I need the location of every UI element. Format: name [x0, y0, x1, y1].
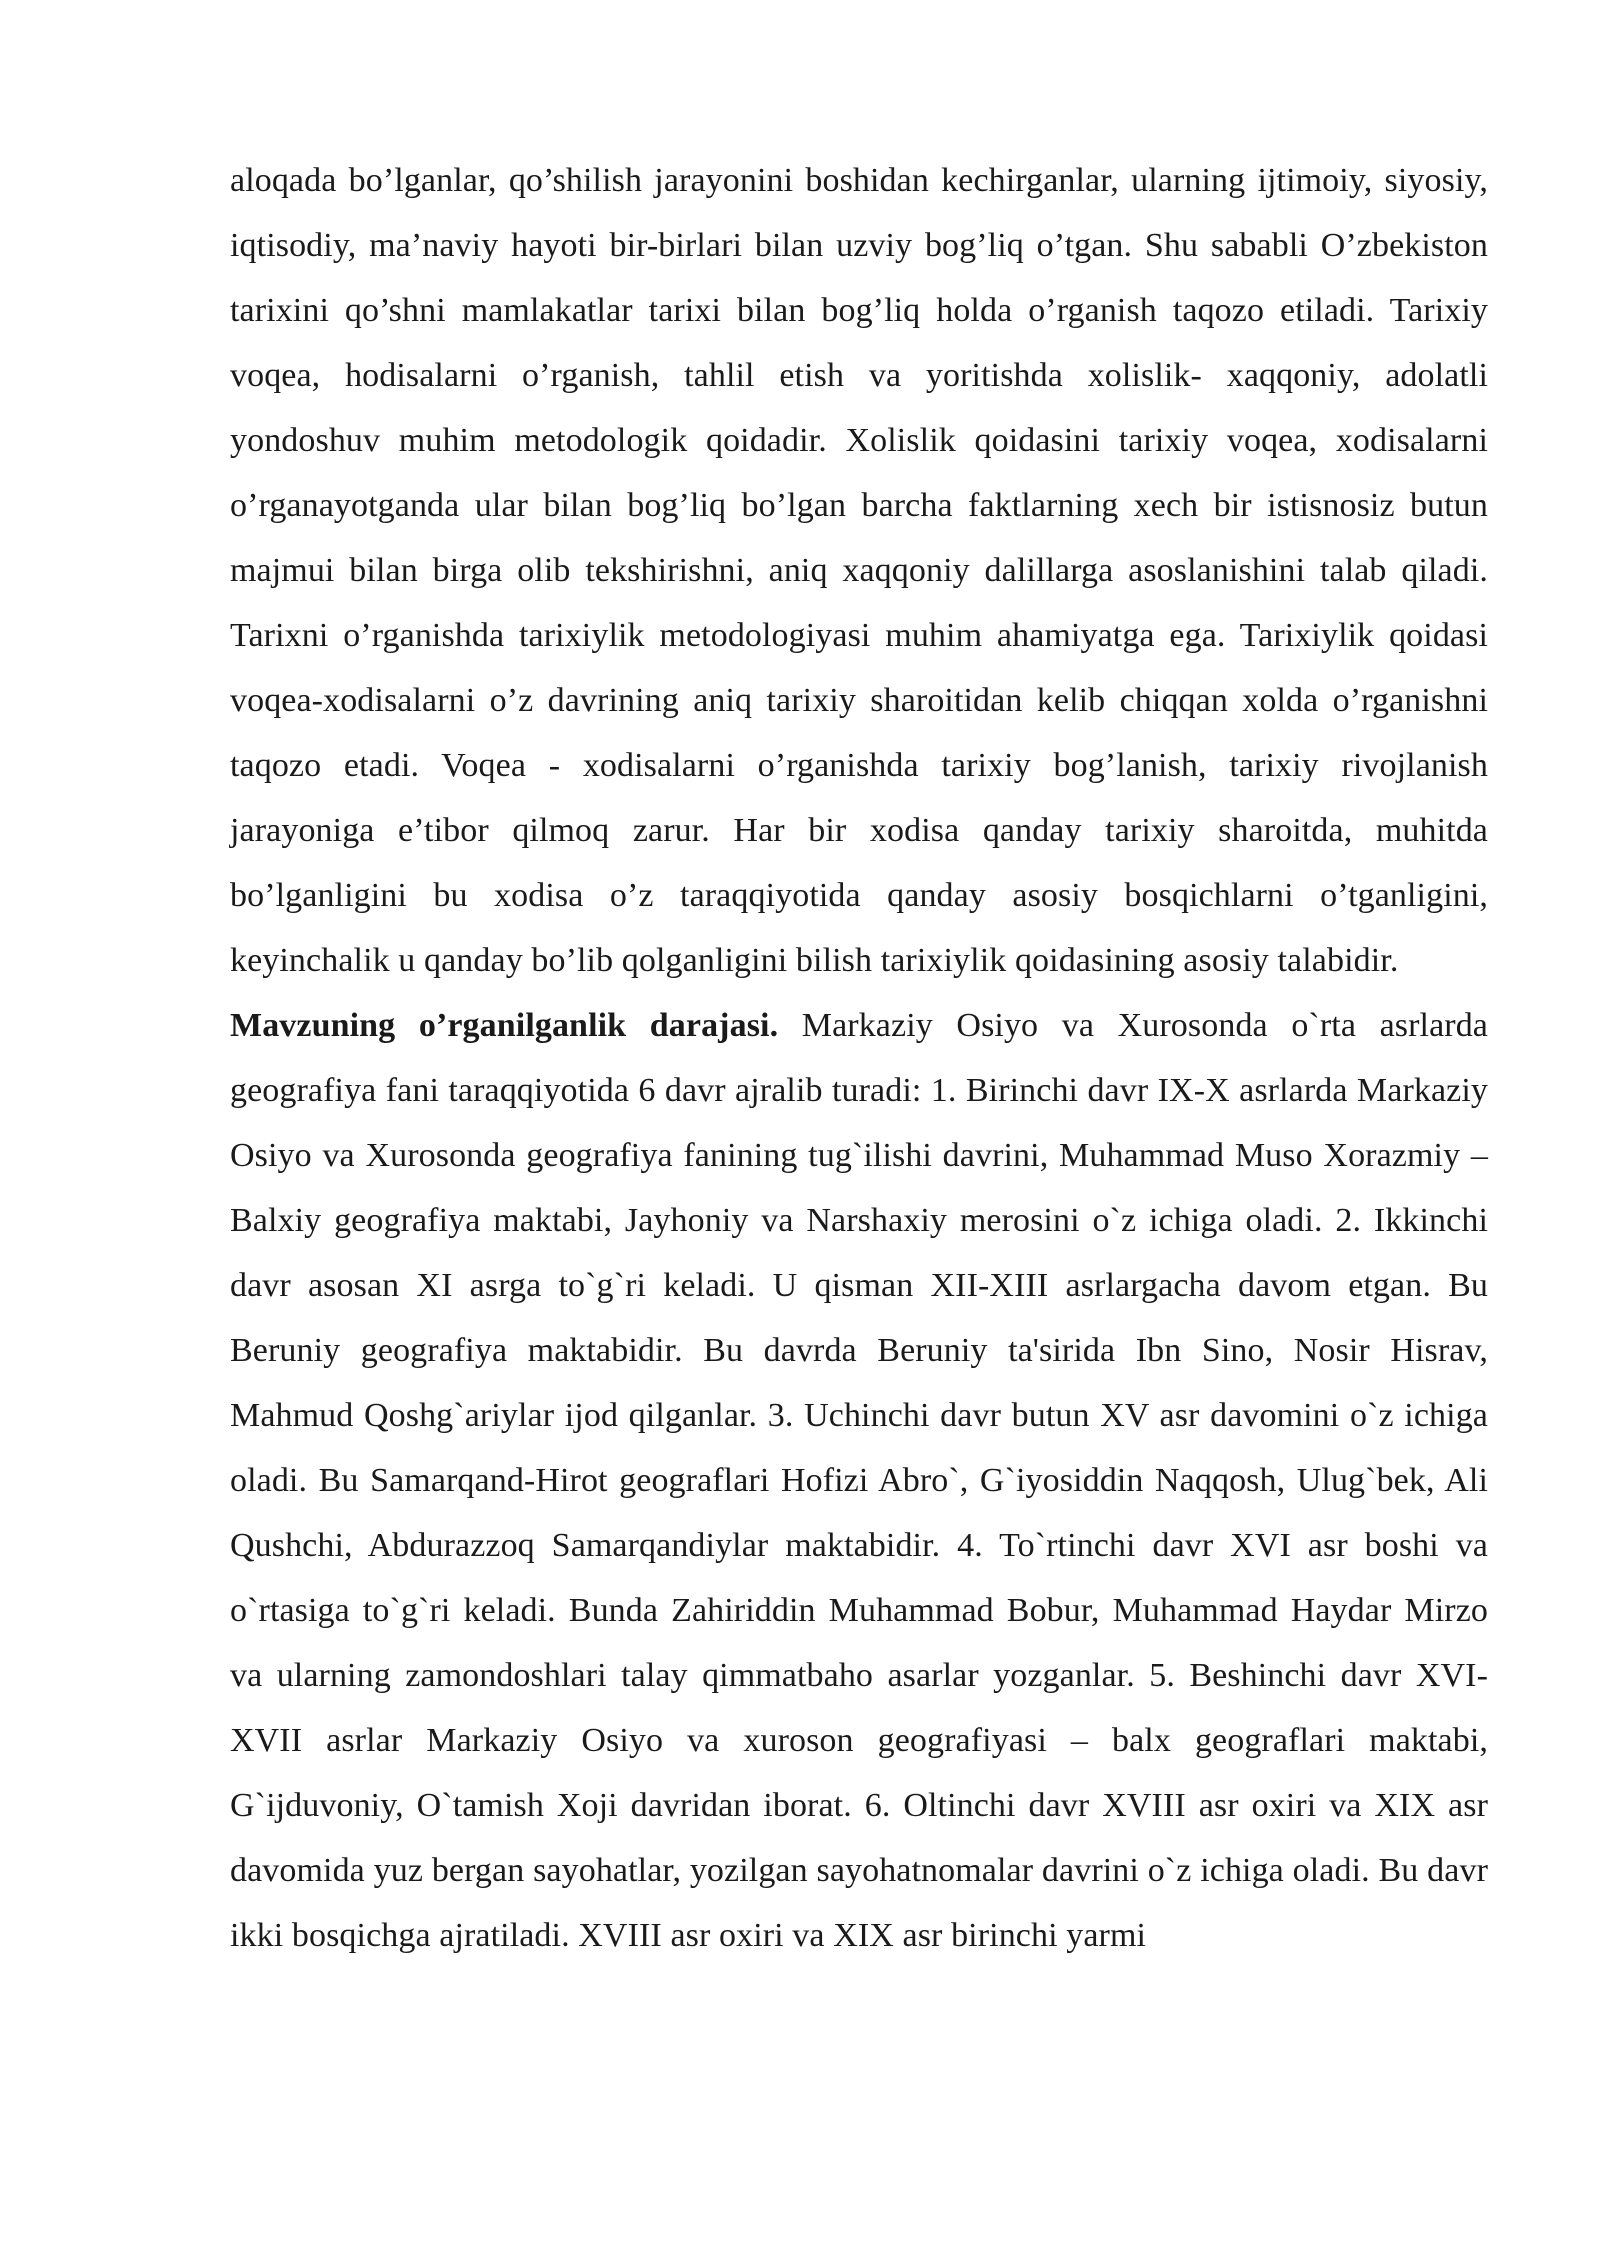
body-paragraph: aloqada bo’lganlar, qo’shilish jarayonini boshidan kechirganlar, ularning ijtimoiy, siyosiy, iqtisodiy, ma’naviy hayoti bir-birlari bilan uzviy bog’liq o’tgan. Shu sababli O’zbekiston tarixini qo’shni mamlakatlar tarixi bilan bog’liq holda o’rganish taqozo etiladi. Tarixiy voqea, hodisalarni o’rganish, tahlil etish va yoritishda xolislik- xaqqoniy, adolatli yondoshuv muhim metodologik qoidadir. Xolislik qoidasini tarixiy voqea, xodisalarni o’rganayotganda ular bilan bog’liq bo’lgan barcha faktlarning xech bir istisnosiz butun majmui bilan birga olib tekshirishni, aniq xaqqoniy dalillarga asoslanishini talab qiladi. Tarixni o’rganishda tarixiylik metodologiyasi muhim ahamiyatga ega. Tarixiylik qoidasi voqea-xodisalarni o’z davrining aniq tarixiy sharoitidan kelib chiqqan xolda o’rganishni taqozo etadi. Voqea - xodisalarni o’rganishda tarixiy bog’lanish, tarixiy rivojlanish jarayoniga e’tibor qilmoq zarur. Har bir xodisa qanday tarixiy sharoitda, muhitda bo’lganligini bu xodisa o’z taraqqiyotida qanday asosiy bosqichlarni o’tganligini, keyinchalik u qanday bo’lib qolganligini bilish tarixiylik qoidasining asosiy talabidir.	[230, 162, 1488, 979]
section-heading: Mavzuning o’rganilganlik darajasi.	[230, 1007, 779, 1044]
body-paragraph-with-heading	[230, 993, 1488, 1968]
section-body-text: Markaziy Osiyo va Xurosonda o`rta asrlarda geografiya fani taraqqiyotida 6 davr ajralib turadi: 1. Birinchi davr IX-X asrlarda Markaziy Osiyo va Xurosonda geografiya fanining tug`ilishi davrini, Muhammad Muso Xorazmiy – Balxiy geografiya maktabi, Jayhoniy va Narshaxiy merosini o`z ichiga oladi. 2. Ikkinchi davr asosan XI asrga to`g`ri keladi. U qisman XII-XIII asrlargacha davom etgan. Bu Beruniy geografiya maktabidir. Bu davrda Beruniy ta'sirida Ibn Sino, Nosir Hisrav, Mahmud Qoshg`ariylar ijod qilganlar. 3. Uchinchi davr butun XV asr davomini o`z ichiga oladi. Bu Samarqand-Hirot geograflari Hofizi Abro`, G`iyosiddin Naqqosh, Ulug`bek, Ali Qushchi, Abdurazzoq Samarqandiylar maktabidir. 4. To`rtinchi davr XVI asr boshi va o`rtasiga to`g`ri keladi. Bunda Zahiriddin Muhammad Bobur, Muhammad Haydar Mirzo va ularning zamondoshlari talay qimmatbaho asarlar yozganlar. 5. Beshinchi davr XVI-XVII asrlar Markaziy Osiyo va xuroson geografiyasi – balx geograflari maktabi, G`ijduvoniy, O`tamish Xoji davridan iborat. 6. Oltinchi davr XVIII asr oxiri va XIX asr davomida yuz bergan sayohatlar, yozilgan sayohatnomalar davrini o`z ichiga oladi. Bu davr ikki bosqichga ajratiladi. XVIII asr oxiri va XIX asr birinchi yarmi	[230, 1007, 1488, 1954]
document-page	[230, 148, 1488, 1968]
